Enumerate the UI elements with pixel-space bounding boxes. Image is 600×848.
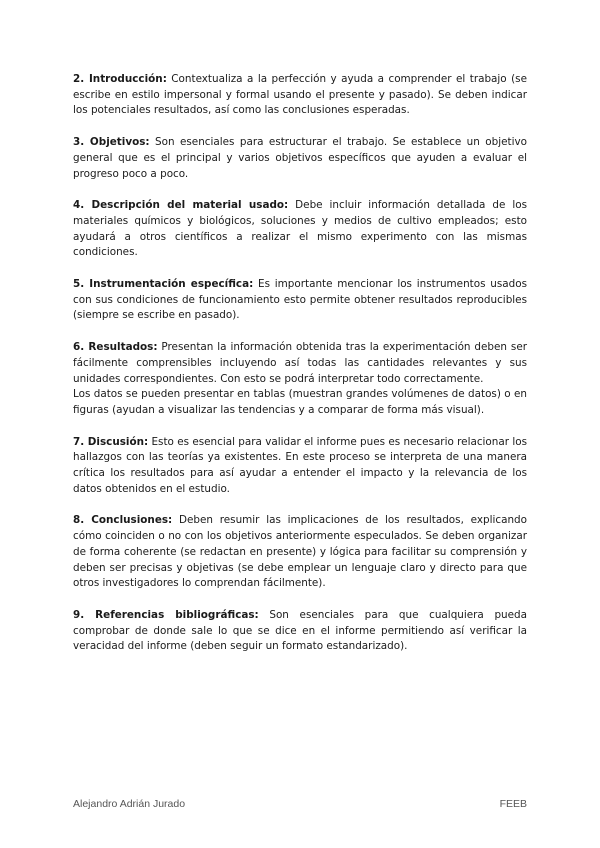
section-heading: 8. Conclusiones: [73, 514, 173, 527]
section-text: Son esenciales para que cualquiera pueda comprobar de donde sale lo que se dice en el informe permitiendo así verificar la veracidad del informe (deben seguir un formato estandarizado). [73, 608, 527, 653]
section-text: Esto es esencial para validar el informe pues es necesario relacionar los hallazgos con las teorías ya existentes. En este proceso se interpreta de una manera crítica los resultados para así ayudar a entender el impacto y la relevancia de los datos obtenidos en el estudio. [73, 435, 527, 495]
section-heading: 4. Descripción del material usado: [73, 199, 289, 212]
section-discusion [73, 435, 527, 498]
section-text: Es importante mencionar los instrumentos usados con sus condiciones de funcionamiento esto permite obtener resultados reproducibles (siempre se escribe en pasado). [73, 278, 527, 322]
footer-author: Alejandro Adrián Jurado [73, 798, 186, 810]
section-instrumentacion [73, 277, 527, 324]
section-heading: 9. Referencias bibliográficas: [73, 608, 259, 621]
section-heading: 5. Instrumentación específica: [73, 278, 254, 291]
section-referencias [73, 608, 527, 655]
section-heading: 2. Introducción: [73, 73, 167, 85]
section-objetivos [73, 135, 527, 182]
section-text: Son esenciales para estructurar el trabajo. Se establece un objetivo general que es el principal y varios objetivos específicos que ayuden a evaluar el progreso poco a poco. [73, 136, 527, 180]
section-text: Deben resumir las implicaciones de los resultados, explicando cómo coinciden o no con los objetivos anteriormente especulados. Se deben organizar de forma coherente (se redactan en presente) y lógica para facilitar su comprensión y deben ser precisas y objetivas (se debe emplear un lenguaje claro y directo para que otros investigadores lo comprendan fácilmente). [73, 514, 527, 590]
page-footer [73, 798, 527, 812]
section-introduccion [73, 72, 527, 119]
section-heading: 7. Discusión: [73, 435, 149, 448]
section-text-continued: Los datos se pueden presentar en tablas (muestran grandes volúmenes de datos) o en figuras (ayudan a visualizar las tendencias y a comparar de forma más visual). [73, 388, 527, 416]
section-heading: 6. Resultados: [73, 341, 158, 354]
section-resultados [73, 340, 527, 419]
section-conclusiones [73, 513, 527, 592]
section-heading: 3. Objetivos: [73, 136, 150, 149]
section-descripcion-material [73, 198, 527, 261]
document-body [73, 72, 527, 671]
section-text: Contextualiza a la perfección y ayuda a comprender el trabajo (se escribe en estilo impersonal y formal usando el presente y pasado). Se deben indicar los potenciales resultados, así como las conclusiones esperadas. [73, 73, 527, 117]
footer-organization: FEEB [499, 798, 527, 810]
section-text: Presentan la información obtenida tras la experimentación deben ser fácilmente comprensibles incluyendo así todas las cantidades relevantes y sus unidades correspondientes. Con esto se podrá interpretar todo correctamente. [73, 341, 527, 385]
section-text: Debe incluir información detallada de los materiales químicos y biológicos, soluciones y medios de cultivo empleados; esto ayudará a otros científicos a realizar el mismo experimento con las mismas condiciones. [73, 199, 527, 259]
